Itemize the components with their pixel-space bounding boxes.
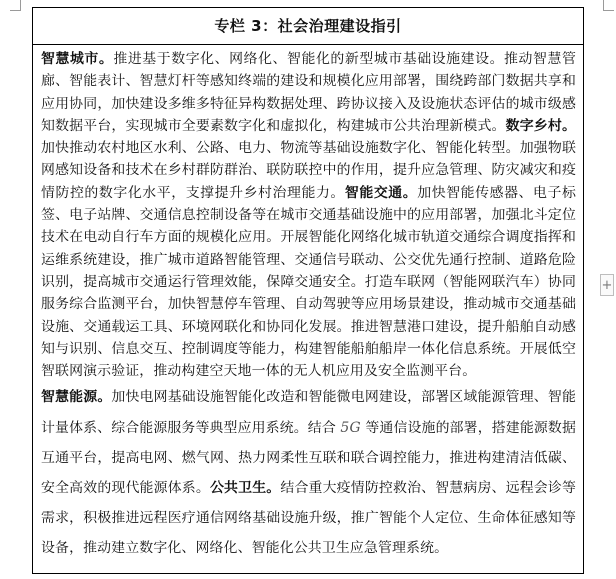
page-corner-mark-left [10, 0, 21, 11]
text-public-health: 结合重大疫情防控救治、智慧病房、远程会诊等需求，积极推进远程医疗通信网络基础设施升级，推广智能个人定位、生命体征感知等设备，推动建立数字化、网络化、智能化公共卫生应急管理系统。 [41, 480, 576, 557]
tech-term-5g: 5G [340, 419, 361, 436]
heading-smart-traffic: 智能交通。 [344, 184, 418, 201]
add-row-handle[interactable]: + [600, 274, 614, 296]
text-smart-energy-after: 等通信设施的部署，搭建能源数据互通平台，提高电网、燃气网、热力网柔性互联和联合调控能力，推进构建清洁低碳、安全高效的现代能源体系。 [41, 419, 577, 497]
heading-digital-village: 数字乡村。 [505, 117, 576, 134]
text-digital-village: 加快推动农村地区水利、公路、电力、物流等基础设施数字化、智能化转型。加强物联网感知设备和技术在乡村群防群治、联防联控中的作用，提升应急管理、防灾减灾和疫情防控的数字化水平，支撑提升乡村治理能力。 [41, 140, 576, 201]
heading-public-health: 公共卫生。 [209, 480, 281, 497]
sidebar-body [33, 45, 583, 564]
text-smart-city: 推进基于数字化、网络化、智能化的新型城市基础设施建设。推动智慧管廊、智能表计、智慧灯杆等感知终端的建设和规模化应用部署，围绕跨部门数据共享和应用协同，加快建设多维多特征异构数据处理、跨协议接入及设施状态评估的城市级感知数据平台，实现城市全要素数字化和虚拟化，构建城市公共治理新模式。 [41, 51, 576, 134]
sidebar-box [32, 7, 584, 574]
paragraph-city-village-traffic [41, 48, 576, 382]
paragraph-energy [41, 382, 576, 563]
text-smart-energy-before: 加快电网基础设施智能化改造和智能微电网建设，部署区域能源管理、智能计量体系、综合能源服务等典型应用系统。结合 [41, 389, 576, 436]
heading-smart-energy: 智慧能源。 [41, 389, 112, 406]
sidebar-title: 专栏 3：社会治理建设指引 [33, 8, 583, 45]
text-smart-traffic: 加快智能传感器、电子标签、电子站牌、交通信息控制设备等在城市交通基础设施中的应用部署，加强北斗定位技术在电动自行车方面的规模化应用。开展智能化网络化城市轨道交通综合调度指挥和运维系统建设，推广城市道路智能管理、交通信号联动、公交优先通行控制、道路危险识别，提高城市交通运行管理效能，保障交通安全。打造车联网（智能网联汽车）协同服务综合监测平台，加快智慧停车管理、自动驾驶等应用场景建设，推动城市交通基础设施、交通载运工具、环境网联化和协同化发展。推进智慧港口建设，提升船舶自动感知与识别、信息交互、控制调度等能力，构建智能船舶船岸一体化信息系统。开展低空智联网演示验证，推动构建空天地一体的无人机应用及安全监测平台。 [41, 184, 576, 380]
heading-smart-city: 智慧城市。 [41, 51, 114, 67]
page-corner-mark-right [603, 0, 614, 11]
